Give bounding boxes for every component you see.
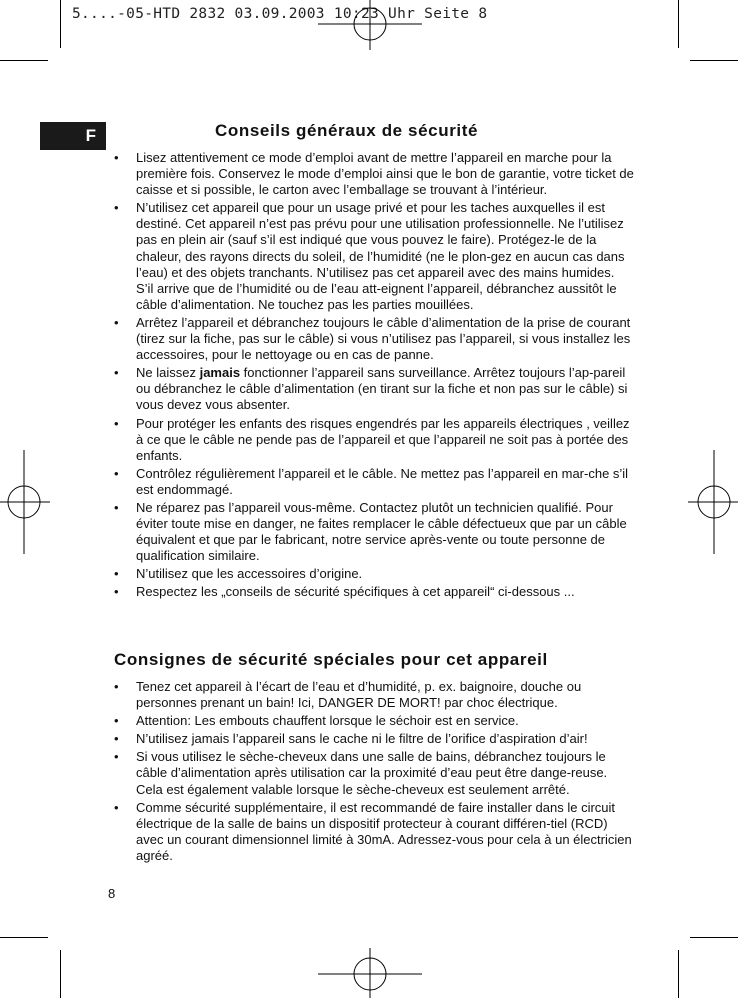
list-item [114,416,634,464]
crop-mark-bottom-left-v [60,950,61,998]
language-tab: F [40,122,106,150]
list-item [114,713,634,729]
bullet: • [114,749,119,765]
list-item-text-end: fonctionner l’appareil sans surveillance. Arrêtez toujours l’ap-pareil ou débranchez le câble d’alimentation (en tirant sur la fiche et non pas sur le câble) si vous devez vous absenter. [136,365,628,413]
bullet: • [114,200,119,216]
bullet: • [114,566,119,582]
crop-mark-bottom-right-v [678,950,679,998]
page-number: 8 [108,886,116,901]
registration-mark-right [688,450,738,554]
bullet: • [114,679,119,694]
list-item-text: Si vous utilisez le sèche-cheveux dans une salle de bains, débranchez toujours le câble d’alimentation après utilisation car la proximité d’eau peut être dange-reuse. Cela est également valable lorsque le sèche-cheveux est seulement arrêté. [136,749,608,797]
list-item [114,150,634,198]
crop-mark-top-left-v [60,0,61,48]
list-item-text: Attention: Les embouts chauffent lorsque le séchoir est en service. [136,713,519,729]
list-item-text: Contrôlez régulièrement l’appareil et le câble. Ne mettez pas l’appareil en mar-che s’il est endommagé. [136,465,629,497]
list-item-text: N’utilisez cet appareil que pour un usage privé et pour les taches auxquelles il est destiné. Cet appareil n’est pas prévu pour une utilisation professionnelle. Ne l’utilisez pas en plein air (sauf s’il est indiqué que vous pouvez le faire). Protégez-le de la chaleur, des rayons directs du soleil, de l’humidité (ne le plon-gez en aucun cas dans l’eau) et des objets tranchants. N’utilisez pas cet appareil avec des mains humides. S’il arrive que de l’humidité ou de l’eau att-eignent l’appareil, débranchez aussitôt le câble d’alimentation. Ne touchez pas les parties mouillées. [136,200,625,312]
crop-mark-top-right-h [690,60,738,61]
list-item-text: N’utilisez jamais l’appareil sans le cache ni le filtre de l’orifice d’aspiration d’air! [136,731,588,747]
bullet: • [114,150,119,165]
registration-mark-top [318,0,422,50]
list-item-text: N’utilisez que les accessoires d’origine. [136,566,363,582]
list-item [114,731,634,747]
bullet: • [114,499,119,515]
special-safety-list [114,679,634,866]
list-item-text: Pour protéger les enfants des risques engendrés par les appareils électriques , veillez à ce que le câble ne pende pas de l’appareil et que l’appareil ne soit pas à portée des enfants. [136,415,630,463]
general-safety-list [114,150,634,603]
list-item-text: Respectez les „conseils de sécurité spécifiques à cet appareil“ ci-dessous ... [136,584,575,600]
bullet: • [114,799,119,815]
list-item [114,500,634,564]
bullet: • [114,713,119,729]
list-item [114,466,634,498]
list-item-text: Tenez cet appareil à l’écart de l’eau et d’humidité, p. ex. baignoire, douche ou personnes prenant un bain! Ici, DANGER DE MORT! par choc électrique. [136,679,582,711]
bullet: • [114,731,119,747]
bullet: • [114,314,119,330]
crop-mark-bottom-right-h [690,937,738,938]
list-item [114,584,634,600]
list-item [114,679,634,711]
list-item-text: Comme sécurité supplémentaire, il est recommandé de faire installer dans le circuit électrique de la salle de bains un dispositif protecteur à courant différen-tiel (RCD) avec un courant dimensionnel limité à 30mA. Adressez-vous pour cela à un électricien agréé. [136,799,632,863]
list-item-text: Lisez attentivement ce mode d’emploi avant de mettre l’appareil en marche pour la première fois. Conservez le mode d’emploi ainsi que le bon de garantie, votre ticket de caisse et si possible, le carton avec l’emballage se trouvant à l’intérieur. [136,150,634,198]
list-item [114,800,634,864]
emphasis-jamais: jamais [199,365,241,381]
crop-mark-top-left-h [0,60,48,61]
list-item [114,315,634,363]
crop-mark-top-right-v [678,0,679,48]
bullet: • [114,365,119,381]
bullet: • [114,465,119,481]
bullet: • [114,415,119,431]
list-item [114,365,634,413]
list-item [114,200,634,313]
list-item-text-start: Ne laissez [136,365,200,381]
registration-mark-left [0,450,50,554]
list-item [114,749,634,797]
print-header: 5....-05-HTD 2832 03.09.2003 10:23 Uhr Seite 8 [72,6,488,22]
list-item-text: Arrêtez l’appareil et débranchez toujours le câble d’alimentation de la prise de courant (tirez sur la fiche, pas sur le câble) si vous n’utilisez pas l’appareil, si vous installez les accessoires, pour le nettoyage ou en cas de panne. [136,314,631,363]
section-title-general-safety: Conseils généraux de sécurité [215,121,479,140]
list-item-text: Ne réparez pas l’appareil vous-même. Contactez plutôt un technicien qualifié. Pour éviter toute mise en danger, ne faites remplacer le câble défectueux que par un câble équivalent et que par le fabricant, notre service après-vente ou toute personne de qualification similaire. [136,499,627,564]
section-title-special-safety: Consignes de sécurité spéciales pour cet appareil [114,650,548,669]
registration-mark-bottom [318,948,422,998]
crop-mark-bottom-left-h [0,937,48,938]
list-item [114,566,634,582]
bullet: • [114,584,119,600]
